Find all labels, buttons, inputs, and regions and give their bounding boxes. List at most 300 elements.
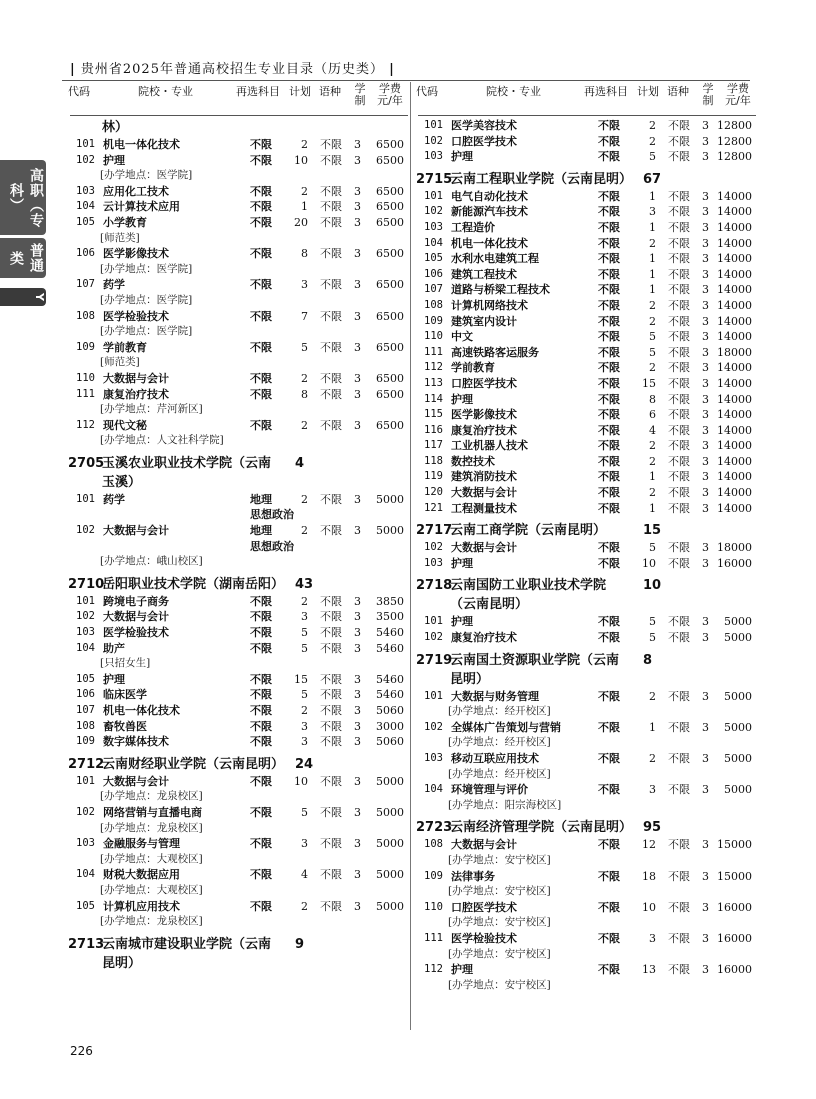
program-note: [办学地点：龙泉校区] bbox=[100, 821, 203, 834]
plan-count: 10 bbox=[294, 153, 308, 167]
program-code: 110 bbox=[424, 330, 443, 343]
subject-requirement: 不限 bbox=[598, 361, 620, 375]
study-length: 3 bbox=[354, 610, 361, 624]
school-name-continuation-text: 林） bbox=[102, 120, 129, 135]
school-name: 云南经济管理学院（云南昆明） bbox=[450, 820, 633, 836]
tuition-fee: 5000 bbox=[376, 899, 404, 913]
table-row bbox=[70, 371, 408, 387]
subject-requirement: 不限 bbox=[250, 184, 272, 198]
study-length: 3 bbox=[702, 376, 709, 390]
program-code: 104 bbox=[76, 200, 95, 213]
tuition-fee: 5460 bbox=[376, 688, 404, 702]
table-row bbox=[70, 246, 408, 262]
tuition-fee: 14000 bbox=[717, 205, 752, 219]
language-requirement: 不限 bbox=[320, 594, 342, 608]
table-row bbox=[418, 720, 756, 736]
program-name: 金融服务与管理 bbox=[103, 837, 180, 851]
language-requirement: 不限 bbox=[320, 153, 342, 167]
tuition-fee: 5460 bbox=[376, 626, 404, 640]
program-note: [师范类] bbox=[100, 356, 140, 369]
program-code: 102 bbox=[424, 720, 443, 733]
program-name: 康复治疗技术 bbox=[451, 631, 517, 645]
subject-requirement: 不限 bbox=[598, 931, 620, 945]
program-note: [办学地点：安宁校区] bbox=[448, 853, 551, 866]
language-requirement: 不限 bbox=[320, 309, 342, 323]
subject-requirement: 不限 bbox=[598, 189, 620, 203]
program-code: 111 bbox=[424, 931, 443, 944]
study-length: 3 bbox=[354, 868, 361, 882]
program-code: 102 bbox=[424, 541, 443, 554]
column-divider bbox=[410, 82, 411, 1030]
tuition-fee: 6500 bbox=[376, 278, 404, 292]
program-code: 104 bbox=[424, 783, 443, 796]
study-length: 3 bbox=[354, 594, 361, 608]
plan-count: 5 bbox=[649, 631, 656, 645]
plan-count: 2 bbox=[301, 371, 308, 385]
program-code: 108 bbox=[76, 309, 95, 322]
school-plan-total: 43 bbox=[295, 576, 314, 592]
program-note: [办学地点：人文社科学院] bbox=[100, 434, 224, 447]
language-requirement: 不限 bbox=[320, 610, 342, 624]
plan-count: 3 bbox=[301, 735, 308, 749]
study-length: 3 bbox=[354, 215, 361, 229]
program-code: 105 bbox=[76, 899, 95, 912]
program-name: 工程测量技术 bbox=[451, 501, 517, 515]
program-name: 大数据与财务管理 bbox=[451, 689, 539, 703]
language-requirement: 不限 bbox=[668, 205, 690, 219]
plan-count: 1 bbox=[649, 283, 656, 297]
language-requirement: 不限 bbox=[320, 626, 342, 640]
program-name: 网络营销与直播电商 bbox=[103, 805, 202, 819]
program-code: 103 bbox=[424, 220, 443, 233]
page-header: | 贵州省2025年普通高校招生专业目录（历史类） | bbox=[70, 62, 395, 77]
table-row bbox=[418, 454, 756, 470]
plan-count: 2 bbox=[301, 899, 308, 913]
table-row bbox=[418, 900, 756, 916]
language-requirement: 不限 bbox=[320, 837, 342, 851]
program-name: 助产 bbox=[103, 641, 125, 655]
study-length: 3 bbox=[354, 278, 361, 292]
program-name: 财税大数据应用 bbox=[103, 868, 180, 882]
language-requirement: 不限 bbox=[668, 134, 690, 148]
program-note: [办学地点：大观校区] bbox=[100, 883, 203, 896]
language-requirement: 不限 bbox=[668, 689, 690, 703]
study-length: 3 bbox=[354, 719, 361, 733]
study-length: 3 bbox=[702, 236, 709, 250]
subject-requirement: 地理 bbox=[250, 492, 272, 506]
study-length: 3 bbox=[354, 387, 361, 401]
plan-count: 5 bbox=[649, 345, 656, 359]
program-name: 康复治疗技术 bbox=[103, 387, 169, 401]
subject-requirement-2: 思想政治 bbox=[250, 539, 294, 553]
plan-count: 5 bbox=[649, 330, 656, 344]
program-name: 大数据与会计 bbox=[103, 774, 169, 788]
program-note: [办学地点：峨山校区] bbox=[100, 555, 203, 568]
school-name: 玉溪农业职业技术学院（云南玉溪） bbox=[102, 455, 272, 490]
study-length: 3 bbox=[354, 309, 361, 323]
program-code: 102 bbox=[76, 805, 95, 818]
tuition-fee: 5000 bbox=[376, 492, 404, 506]
subject-requirement: 不限 bbox=[598, 392, 620, 406]
school-heading bbox=[70, 935, 408, 973]
table-row bbox=[418, 501, 756, 517]
tuition-fee: 6500 bbox=[376, 215, 404, 229]
study-length: 3 bbox=[354, 200, 361, 214]
page-number: 226 bbox=[70, 1044, 93, 1058]
language-requirement: 不限 bbox=[320, 672, 342, 686]
school-code: 2723 bbox=[416, 820, 453, 836]
program-code: 102 bbox=[76, 524, 95, 537]
program-name: 医学检验技术 bbox=[103, 626, 169, 640]
table-row bbox=[70, 734, 408, 750]
plan-count: 5 bbox=[649, 615, 656, 629]
subject-requirement: 不限 bbox=[598, 556, 620, 570]
plan-count: 2 bbox=[649, 752, 656, 765]
plan-count: 1 bbox=[649, 470, 656, 484]
school-code: 2710 bbox=[68, 576, 105, 592]
program-code: 103 bbox=[76, 626, 95, 639]
page-header-title: 贵州省2025年普通高校招生专业目录（历史类） bbox=[80, 62, 384, 77]
table-row bbox=[418, 189, 756, 205]
table-row bbox=[418, 267, 756, 283]
plan-count: 5 bbox=[649, 541, 656, 555]
program-name: 现代文秘 bbox=[103, 418, 147, 432]
program-code: 111 bbox=[424, 345, 443, 358]
subject-requirement: 不限 bbox=[250, 899, 272, 913]
program-name: 数控技术 bbox=[451, 454, 495, 468]
program-code: 112 bbox=[424, 361, 443, 374]
school-name: 云南财经职业学院（云南昆明） bbox=[102, 756, 285, 772]
plan-count: 3 bbox=[301, 719, 308, 733]
tuition-fee: 12800 bbox=[717, 119, 752, 132]
school-heading bbox=[418, 818, 756, 837]
table-row bbox=[418, 236, 756, 252]
study-length: 3 bbox=[702, 501, 709, 515]
tuition-fee: 3500 bbox=[376, 610, 404, 624]
study-length: 3 bbox=[702, 423, 709, 437]
program-code: 113 bbox=[424, 376, 443, 389]
subject-requirement: 不限 bbox=[250, 704, 272, 717]
program-name: 小学教育 bbox=[103, 215, 147, 229]
school-code: 2712 bbox=[68, 756, 105, 772]
table-row bbox=[418, 392, 756, 408]
language-requirement: 不限 bbox=[668, 314, 690, 328]
program-code: 111 bbox=[76, 387, 95, 400]
program-code: 106 bbox=[76, 688, 95, 701]
subject-requirement: 不限 bbox=[598, 408, 620, 422]
language-requirement: 不限 bbox=[320, 719, 342, 733]
study-length: 3 bbox=[702, 361, 709, 375]
subject-requirement: 不限 bbox=[250, 672, 272, 686]
school-heading bbox=[418, 521, 756, 540]
tuition-fee: 6500 bbox=[376, 387, 404, 401]
program-note: [办学地点：安宁校区] bbox=[448, 885, 551, 898]
language-requirement: 不限 bbox=[320, 774, 342, 788]
program-code: 105 bbox=[76, 672, 95, 685]
table-row bbox=[418, 438, 756, 454]
plan-count: 2 bbox=[301, 594, 308, 608]
subject-requirement: 不限 bbox=[250, 153, 272, 167]
program-name: 计算机网络技术 bbox=[451, 298, 528, 312]
table-row bbox=[418, 251, 756, 267]
language-requirement: 不限 bbox=[668, 376, 690, 390]
language-requirement: 不限 bbox=[668, 963, 690, 977]
study-length: 3 bbox=[354, 704, 361, 717]
language-requirement: 不限 bbox=[668, 869, 690, 883]
side-tab-y: Y bbox=[0, 288, 46, 306]
language-requirement: 不限 bbox=[668, 361, 690, 375]
language-requirement: 不限 bbox=[668, 119, 690, 132]
study-length: 3 bbox=[702, 454, 709, 468]
study-length: 3 bbox=[702, 252, 709, 266]
table-row bbox=[418, 962, 756, 978]
program-code: 102 bbox=[76, 153, 95, 166]
program-code: 119 bbox=[424, 470, 443, 483]
study-length: 3 bbox=[354, 805, 361, 819]
plan-count: 5 bbox=[649, 150, 656, 164]
subject-requirement: 不限 bbox=[598, 752, 620, 765]
program-note: [办学地点：经开校区] bbox=[448, 736, 551, 749]
tuition-fee: 16000 bbox=[717, 931, 752, 945]
plan-count: 8 bbox=[301, 387, 308, 401]
language-requirement: 不限 bbox=[668, 556, 690, 570]
table-row bbox=[418, 469, 756, 485]
tuition-fee: 6500 bbox=[376, 138, 404, 151]
language-requirement: 不限 bbox=[320, 735, 342, 749]
program-name: 环境管理与评价 bbox=[451, 783, 528, 797]
table-row bbox=[418, 837, 756, 853]
program-name: 口腔医学技术 bbox=[451, 134, 517, 148]
table-row bbox=[70, 523, 408, 539]
school-heading bbox=[70, 575, 408, 594]
table-row bbox=[418, 931, 756, 947]
program-code: 108 bbox=[424, 838, 443, 851]
subject-requirement: 不限 bbox=[598, 541, 620, 555]
table-row bbox=[70, 672, 408, 688]
tuition-fee: 6500 bbox=[376, 247, 404, 261]
language-requirement: 不限 bbox=[668, 150, 690, 164]
language-requirement: 不限 bbox=[320, 418, 342, 432]
school-plan-total: 8 bbox=[643, 652, 653, 668]
table-row bbox=[418, 423, 756, 439]
table-row bbox=[70, 805, 408, 821]
program-code: 112 bbox=[76, 418, 95, 431]
program-name: 药学 bbox=[103, 492, 125, 506]
language-requirement: 不限 bbox=[668, 501, 690, 515]
program-name: 畜牧兽医 bbox=[103, 719, 147, 733]
study-length: 3 bbox=[354, 153, 361, 167]
study-length: 3 bbox=[354, 899, 361, 913]
program-name: 大数据与会计 bbox=[103, 610, 169, 624]
program-code: 101 bbox=[76, 594, 95, 607]
subject-requirement: 不限 bbox=[598, 119, 620, 132]
program-code: 101 bbox=[76, 774, 95, 787]
program-name: 医学影像技术 bbox=[103, 247, 169, 261]
program-code: 116 bbox=[424, 423, 443, 436]
study-length: 3 bbox=[702, 869, 709, 883]
language-requirement: 不限 bbox=[320, 899, 342, 913]
tuition-fee: 14000 bbox=[717, 298, 752, 312]
study-length: 3 bbox=[354, 418, 361, 432]
tuition-fee: 5000 bbox=[724, 752, 752, 765]
language-requirement: 不限 bbox=[668, 298, 690, 312]
plan-count: 5 bbox=[301, 641, 308, 655]
tuition-fee: 14000 bbox=[717, 283, 752, 297]
language-requirement: 不限 bbox=[668, 423, 690, 437]
school-name: 云南工程职业学院（云南昆明） bbox=[450, 171, 633, 187]
tuition-fee: 14000 bbox=[717, 392, 752, 406]
language-requirement: 不限 bbox=[320, 641, 342, 655]
plan-count: 15 bbox=[294, 672, 308, 686]
study-length: 3 bbox=[702, 408, 709, 422]
subject-requirement: 不限 bbox=[598, 220, 620, 234]
program-name: 道路与桥梁工程技术 bbox=[451, 283, 550, 297]
program-name: 医学影像技术 bbox=[451, 408, 517, 422]
table-row bbox=[70, 153, 408, 169]
table-row-continuation bbox=[70, 507, 408, 523]
program-name: 护理 bbox=[103, 672, 125, 686]
program-note: [办学地点：芹河新区] bbox=[100, 403, 203, 416]
subject-requirement: 不限 bbox=[598, 150, 620, 164]
program-code: 110 bbox=[424, 900, 443, 913]
study-length: 3 bbox=[702, 314, 709, 328]
language-requirement: 不限 bbox=[320, 868, 342, 882]
plan-count: 1 bbox=[649, 720, 656, 734]
plan-count: 10 bbox=[642, 900, 656, 914]
plan-count: 3 bbox=[649, 205, 656, 219]
plan-count: 8 bbox=[649, 392, 656, 406]
language-requirement: 不限 bbox=[668, 615, 690, 629]
program-code: 106 bbox=[76, 247, 95, 260]
language-requirement: 不限 bbox=[320, 138, 342, 151]
program-note: [办学地点：龙泉校区] bbox=[100, 915, 203, 928]
table-row bbox=[70, 594, 408, 610]
school-heading bbox=[70, 755, 408, 774]
study-length: 3 bbox=[354, 138, 361, 151]
school-plan-total: 67 bbox=[643, 171, 662, 187]
table-row bbox=[70, 641, 408, 657]
program-name: 大数据与会计 bbox=[451, 541, 517, 555]
subject-requirement: 不限 bbox=[598, 236, 620, 250]
plan-count: 8 bbox=[301, 247, 308, 261]
tuition-fee: 14000 bbox=[717, 439, 752, 453]
tuition-fee: 16000 bbox=[717, 963, 752, 977]
tuition-fee: 5000 bbox=[376, 805, 404, 819]
subject-requirement: 不限 bbox=[250, 371, 272, 385]
table-row bbox=[418, 782, 756, 798]
plan-count: 10 bbox=[294, 774, 308, 788]
program-name: 医学检验技术 bbox=[103, 309, 169, 323]
program-code: 103 bbox=[424, 752, 443, 764]
table-row bbox=[418, 134, 756, 150]
program-code: 107 bbox=[76, 278, 95, 291]
plan-count: 5 bbox=[301, 340, 308, 354]
program-name: 移动互联应用技术 bbox=[451, 752, 539, 765]
study-length: 3 bbox=[354, 340, 361, 354]
plan-count: 18 bbox=[642, 869, 656, 883]
tuition-fee: 14000 bbox=[717, 501, 752, 515]
plan-count: 2 bbox=[301, 418, 308, 432]
language-requirement: 不限 bbox=[668, 783, 690, 797]
program-code: 109 bbox=[76, 340, 95, 353]
study-length: 3 bbox=[702, 134, 709, 148]
subject-requirement: 不限 bbox=[598, 783, 620, 797]
subject-requirement: 不限 bbox=[598, 900, 620, 914]
tuition-fee: 15000 bbox=[717, 838, 752, 852]
study-length: 3 bbox=[702, 689, 709, 703]
tuition-fee: 6500 bbox=[376, 184, 404, 198]
subject-requirement: 不限 bbox=[598, 486, 620, 500]
study-length: 3 bbox=[354, 837, 361, 851]
language-requirement: 不限 bbox=[668, 838, 690, 852]
school-plan-total: 24 bbox=[295, 756, 314, 772]
program-name: 大数据与会计 bbox=[451, 838, 517, 852]
table-row bbox=[418, 376, 756, 392]
tuition-fee: 15000 bbox=[717, 869, 752, 883]
language-requirement: 不限 bbox=[668, 470, 690, 484]
study-length: 3 bbox=[702, 783, 709, 797]
language-requirement: 不限 bbox=[320, 492, 342, 506]
school-code: 2717 bbox=[416, 523, 453, 539]
table-row bbox=[418, 630, 756, 646]
tuition-fee: 16000 bbox=[717, 556, 752, 570]
table-row bbox=[70, 215, 408, 231]
subject-requirement: 不限 bbox=[250, 387, 272, 401]
school-code: 2713 bbox=[68, 936, 105, 952]
subject-requirement: 不限 bbox=[598, 615, 620, 629]
program-code: 101 bbox=[76, 492, 95, 505]
plan-count: 1 bbox=[649, 220, 656, 234]
plan-count: 3 bbox=[649, 783, 656, 797]
school-name: 云南工商学院（云南昆明） bbox=[450, 523, 607, 539]
school-heading bbox=[418, 651, 756, 689]
language-requirement: 不限 bbox=[320, 340, 342, 354]
school-code: 2705 bbox=[68, 455, 105, 471]
subject-requirement: 不限 bbox=[598, 330, 620, 344]
language-requirement: 不限 bbox=[320, 805, 342, 819]
program-note: [师范类] bbox=[100, 231, 140, 244]
tuition-fee: 12800 bbox=[717, 134, 752, 148]
tuition-fee: 14000 bbox=[717, 330, 752, 344]
program-code: 104 bbox=[76, 868, 95, 881]
plan-count: 2 bbox=[649, 486, 656, 500]
program-code: 104 bbox=[424, 236, 443, 249]
plan-count: 1 bbox=[649, 267, 656, 281]
study-length: 3 bbox=[354, 735, 361, 749]
subject-requirement: 不限 bbox=[598, 205, 620, 219]
tuition-fee: 5060 bbox=[376, 704, 404, 717]
plan-count: 5 bbox=[301, 626, 308, 640]
tuition-fee: 6500 bbox=[376, 340, 404, 354]
tuition-fee: 6500 bbox=[376, 200, 404, 214]
program-name: 临床医学 bbox=[103, 688, 147, 702]
language-requirement: 不限 bbox=[320, 387, 342, 401]
tuition-fee: 14000 bbox=[717, 236, 752, 250]
subject-requirement: 不限 bbox=[598, 298, 620, 312]
tuition-fee: 14000 bbox=[717, 423, 752, 437]
school-plan-total: 9 bbox=[295, 936, 305, 952]
study-length: 3 bbox=[702, 556, 709, 570]
side-tab-general: 普通类 bbox=[0, 238, 46, 278]
table-row bbox=[70, 867, 408, 883]
table-row bbox=[70, 418, 408, 434]
language-requirement: 不限 bbox=[668, 267, 690, 281]
tuition-fee: 5000 bbox=[724, 631, 752, 645]
program-note: [办学地点：经开校区] bbox=[448, 705, 551, 718]
program-name: 建筑工程技术 bbox=[451, 267, 517, 281]
tuition-fee: 5000 bbox=[724, 615, 752, 629]
program-name: 数字媒体技术 bbox=[103, 735, 169, 749]
